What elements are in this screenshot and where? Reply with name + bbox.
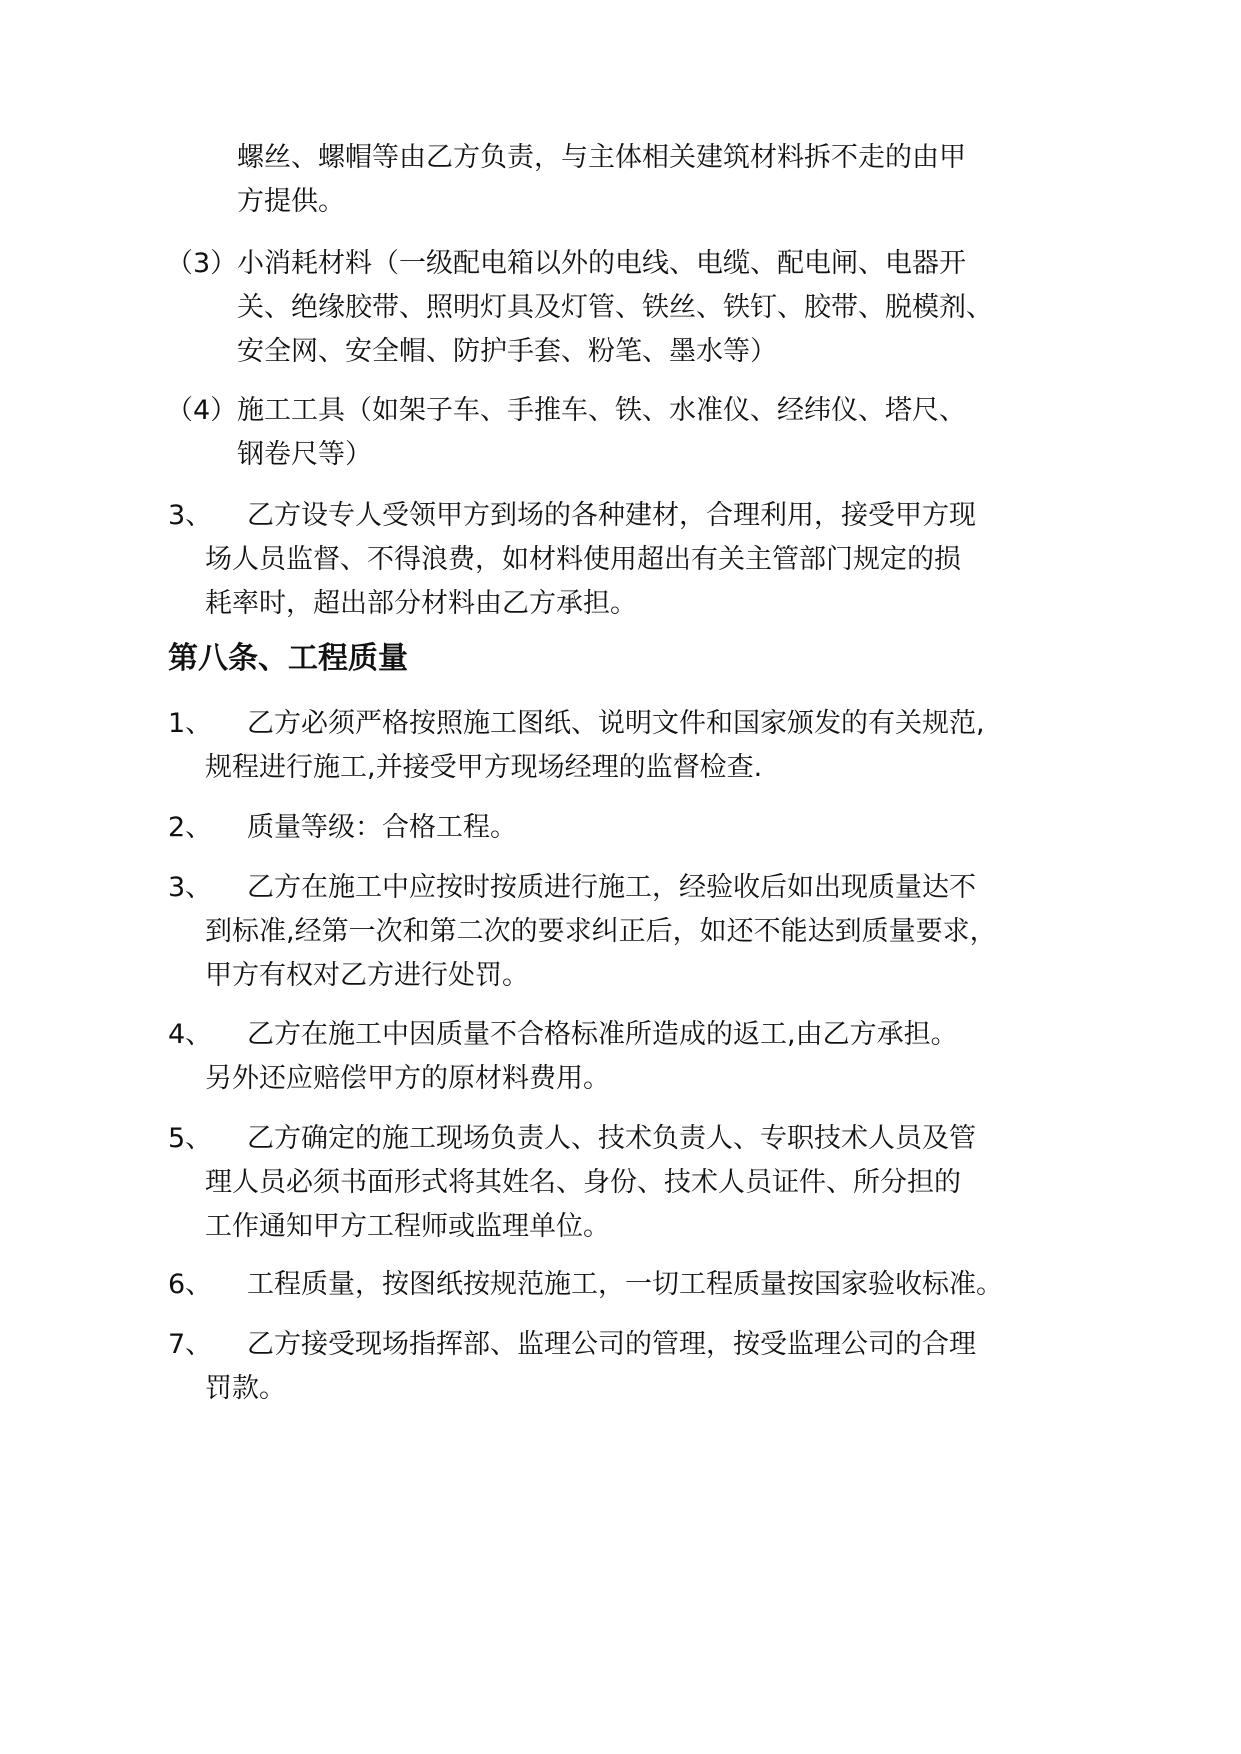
sub-item-4-paragraph [237,389,966,477]
text-line: 质量等级：合格工程。 [247,812,517,843]
quality-item-6 [205,1263,1003,1307]
text-line: 乙方在施工中应按时按质进行施工，经验收后如出现质量达不 [247,872,976,903]
text-line: 场人员监督、不得浪费，如材料使用超出有关主管部门规定的损 [205,544,961,575]
quality-item-1 [205,702,985,790]
sub-item-marker: （3） [166,248,238,279]
quality-item-5 [205,1117,976,1249]
sub-item-marker: （4） [166,395,238,426]
quality-item-4 [205,1013,958,1101]
section-heading: 第八条、工程质量 [168,641,408,676]
text-line: 安全网、安全帽、防护手套、粉笔、墨水等） [237,336,777,367]
quality-item-2 [205,806,517,850]
text-line: 工程质量，按图纸按规范施工，一切工程质量按国家验收标准。 [247,1269,1003,1300]
text-line: 乙方接受现场指挥部、监理公司的管理，按受监理公司的合理 [247,1329,976,1360]
item-number: 2、 [168,812,213,843]
item-number: 3、 [168,500,213,531]
sub-item-3-paragraph [237,242,993,374]
text-line: 罚款。 [205,1373,286,1404]
text-line: 乙方必须严格按照施工图纸、说明文件和国家颁发的有关规范, [247,708,985,739]
quality-item-3 [205,866,997,998]
continuation-paragraph [237,136,966,224]
text-line: 关、绝缘胶带、照明灯具及灯管、铁丝、铁钉、胶带、脱模剂、 [237,292,993,323]
quality-item-7 [205,1323,976,1411]
text-line: 钢卷尺等） [237,439,372,470]
text-line: 乙方设专人受领甲方到场的各种建材，合理利用，接受甲方现 [247,500,976,531]
text-line: 另外还应赔偿甲方的原材料费用。 [205,1063,610,1094]
text-line: 理人员必须书面形式将其姓名、身份、技术人员证件、所分担的 [205,1167,961,1198]
item-number: 6、 [168,1269,213,1300]
text-line: 螺丝、螺帽等由乙方负责，与主体相关建筑材料拆不走的由甲 [237,142,966,173]
item-number: 4、 [168,1019,213,1050]
item-number: 5、 [168,1123,213,1154]
item-number: 7、 [168,1329,213,1360]
text-line: 小消耗材料（一级配电箱以外的电线、电缆、配电闸、电器开 [237,248,966,279]
text-line: 施工工具（如架子车、手推车、铁、水准仪、经纬仪、塔尺、 [237,395,966,426]
text-line: 甲方有权对乙方进行处罚。 [205,960,529,991]
item-number: 1、 [168,708,213,739]
text-line: 规程进行施工,并接受甲方现场经理的监督检查. [205,752,763,783]
text-line: 到标准,经第一次和第二次的要求纠正后，如还不能达到质量要求， [205,916,997,947]
text-line: 工作通知甲方工程师或监理单位。 [205,1211,610,1242]
item-3-materials-paragraph [205,494,976,626]
item-number: 3、 [168,872,213,903]
text-line: 方提供。 [237,186,345,217]
text-line: 耗率时，超出部分材料由乙方承担。 [205,588,637,619]
text-line: 乙方确定的施工现场负责人、技术负责人、专职技术人员及管 [247,1123,976,1154]
text-line: 乙方在施工中因质量不合格标准所造成的返工,由乙方承担。 [247,1019,958,1050]
